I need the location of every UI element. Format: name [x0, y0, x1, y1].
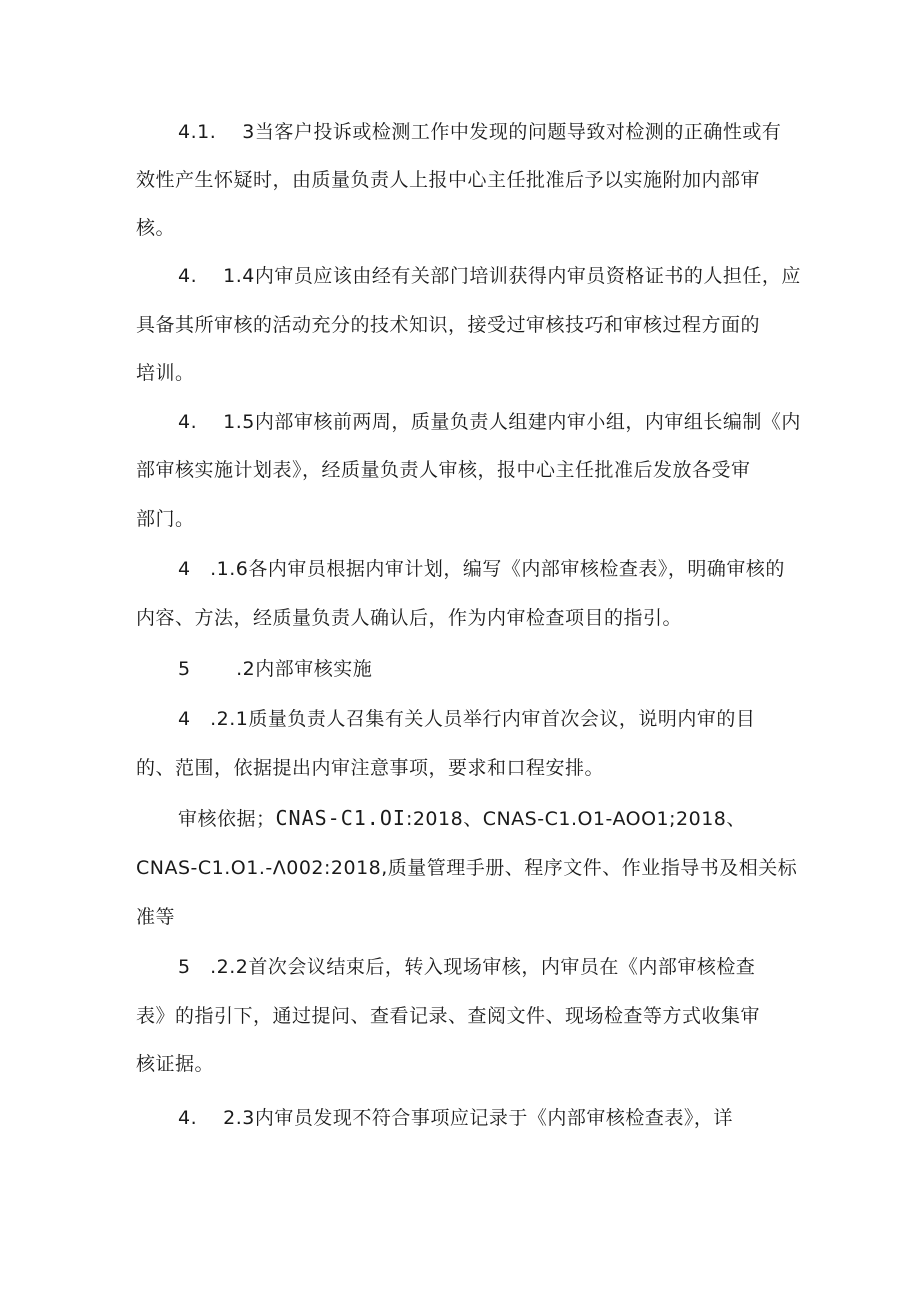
paragraph-3-line-2: 部审核实施计划表》，经质量负责人审核，报中心主任批准后发放各受审: [136, 459, 751, 481]
paragraph-3-line-3: 部门。: [136, 508, 195, 530]
paragraph-2-line-2: 具备其所审核的活动充分的技术知识，接受过审核技巧和审核过程方面的: [136, 314, 761, 336]
paragraph-4-line-1: 4 .1.6各内审员根据内审计划，编写《内部审核检查表》，明确审核的: [178, 558, 785, 580]
section-heading: 5 .2内部审核实施: [178, 658, 373, 680]
paragraph-5-line-1: 4 .2.1质量负责人召集有关人员举行内审首次会议，说明内审的目: [178, 708, 756, 730]
paragraph-2-line-1: 4. 1.4内审员应该由经有关部门培训获得内审员资格证书的人担任，应: [178, 265, 801, 287]
paragraph-2-line-3: 培训。: [136, 362, 195, 384]
paragraph-5-line-2: 的、范围，依据提出内审注意事项，要求和口程安排。: [136, 757, 605, 779]
paragraph-1-line-3: 核。: [136, 217, 176, 239]
audit-basis-line-1: [178, 806, 746, 831]
paragraph-1-line-2: 效性产生怀疑时，由质量负责人上报中心主任批准后予以实施附加内部审: [136, 169, 761, 191]
paragraph-3-line-1: 4. 1.5内部审核前两周，质量负责人组建内审小组，内审组长编制《内: [178, 411, 801, 433]
audit-basis-line-2: CNAS-C1.O1.-Λ002:2018,质量管理手册、程序文件、作业指导书及相关标: [136, 857, 798, 879]
audit-basis-line-3: 准等: [136, 906, 176, 928]
audit-basis-standard-rest: :2018、CNAS-C1.O1-AOO1;2018、: [405, 808, 746, 830]
paragraph-7-line-1: 4. 2.3内审员发现不符合事项应记录于《内部审核检查表》，详: [178, 1107, 733, 1129]
audit-basis-standard: CNAS-C1.OI: [275, 806, 406, 830]
paragraph-6-line-2: 表》的指引下，通过提问、查看记录、查阅文件、现场检查等方式收集审: [136, 1005, 761, 1027]
paragraph-6-line-3: 核证据。: [136, 1053, 215, 1075]
audit-basis-label: 审核依据；: [178, 808, 276, 830]
paragraph-4-line-2: 内容、方法，经质量负责人确认后，作为内审检查项目的指引。: [136, 607, 683, 629]
paragraph-1-line-1: 4.1. 3当客户投诉或检测工作中发现的问题导致对检测的正确性或有: [178, 121, 782, 143]
paragraph-6-line-1: 5 .2.2首次会议结束后，转入现场审核，内审员在《内部审核检查: [178, 956, 756, 978]
